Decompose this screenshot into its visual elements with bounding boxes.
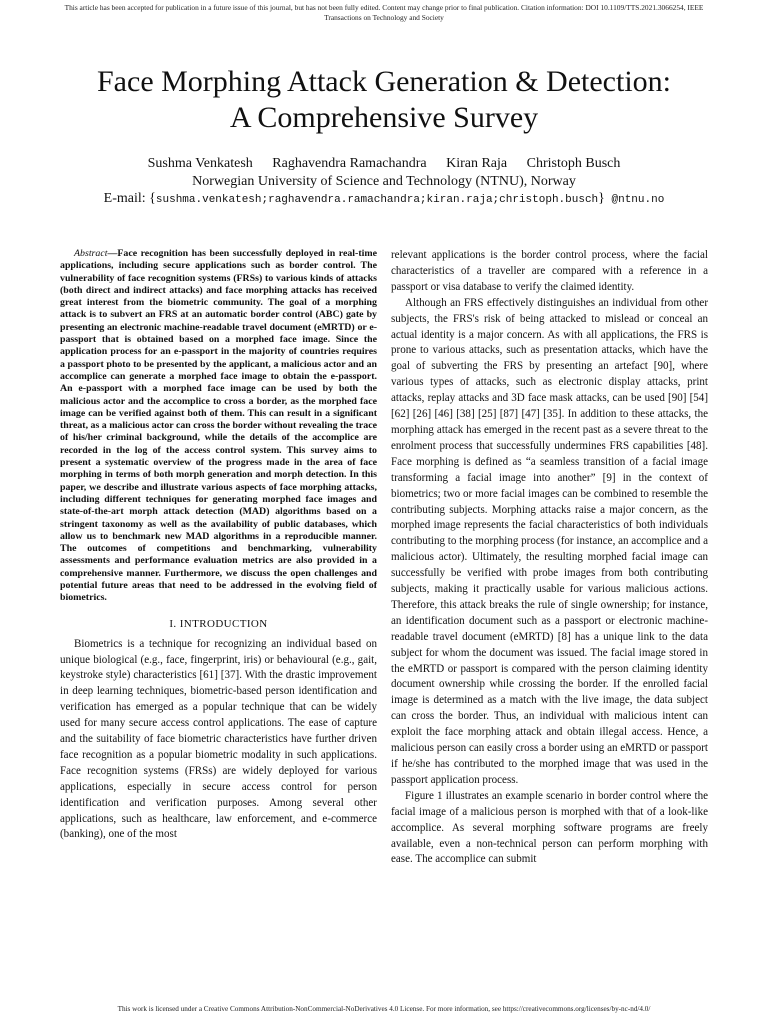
intro-paragraph-2: Although an FRS effectively distinguishes an individual from other subjects, the FRS's risk of being attacked to mislead or conceal an actual identity is a major concern. As with all applications, the FRS is prone to various attacks, such as presentation attacks, which have the goal of subverting the FRS by presenting an artefact [90], where various types of attacks, such as electronic display attacks, print attacks, replay attacks and 3D face mask attacks, can be used [90] [54] [62] [26] [46] [38] [25] [87] [47] [35]. In addition to these attacks, the morphing attack has emerged in the recent past as a severe threat to the enrolment process that successfully undermines FRS capabilities [48]. Face morphing is defined as “a seamless transition of a facial image transforming a facial image into another” [9] in the context of biometrics; two or more facial images can be combined to resemble the contributing subjects. Morphing attacks raise a major concern, as the morphed image represents the facial characteristics of both individuals contributing to the morphing process (for instance, an accomplice and a malicious actor). Ultimately, the resulting morphed facial image can successfully be verified with probe images from both contributing subjects, making it practically usable for various malicious actions. Therefore, this attack breaks the rule of single ownership; for instance, an identification document such as a passport or electronic machine-readable travel document (eMRTD) [8] has a unique link to the data subject for whom the document was issued. The facial image stored in the eMRTD or passport is compared with the person claiming identity document ownership while crossing the border. If the enrolled facial image is determined as a match with the live image, the data subject can cross the border. Thus, an individual with malicious intent can exploit the face morphing attack and obtain illegal access. Hence, a malicious person can easily cross a border using an eMRTD or passport if he/she has contributed to the morphed image that was used in the passport application process. — [391, 296, 708, 786]
abstract-lead: Abstract — [74, 248, 108, 259]
email-open-brace: { — [149, 191, 156, 206]
email-addresses: sushma.venkatesh;raghavendra.ramachandra;kiran.raja;christoph.busch — [155, 194, 599, 206]
affiliation: Norwegian University of Science and Technology (NTNU), Norway — [192, 174, 576, 189]
author-name: Raghavendra Ramachandra — [272, 156, 427, 171]
right-column — [391, 248, 708, 868]
email-domain: @ntnu.no — [604, 194, 665, 206]
abstract — [60, 248, 377, 605]
paper-title — [0, 64, 768, 136]
author-name: Christoph Busch — [526, 156, 621, 171]
paper-title-line2: A Comprehensive Survey — [229, 101, 539, 134]
intro-paragraph-3: Figure 1 illustrates an example scenario in border control where the facial image of a malicious person is morphed with that of a look-like accomplice. As several morphing software programs are freely available, even a non-technical person can perform morphing with ease. The accomplice can submit — [391, 789, 708, 866]
journal-notice-line2: Transactions on Technology and Society — [324, 13, 444, 22]
journal-notice — [0, 3, 768, 23]
email-label: E-mail: — [103, 191, 150, 206]
left-column — [60, 248, 377, 843]
license-notice: This work is licensed under a Creative Commons Attribution-NonCommercial-NoDerivatives 4.0 License. For more information, see https://creativecommons.org/licenses/by-nc-nd/4.0/ — [117, 1005, 651, 1013]
email-close-brace: } — [598, 191, 605, 206]
author-list — [0, 155, 768, 173]
abstract-text: —Face recognition has been successfully deployed in real-time applications, including secure applications such as border control. The vulnerability of face recognition systems (FRSs) to various kinds of attacks (both direct and indirect attacks) and face morphing attacks has received great interest from the biometric community. The goal of a morphing attack is to subvert an FRS at an automatic border control (ABC) gate by presenting an electronic machine-readable travel document (eMRTD) or e-passport that is obtained based on a morphed face image. Since the application process for an e-passport in the majority of countries requires a passport photo to be presented by the applicant, a malicious actor and an accomplice can generate a morphed face image to obtain the e-passport. An e-passport with a morphed face image can be used by both the malicious actor and the accomplice to cross a border, as the morphed face image can be verified against both of them. This can result in a significant threat, as a malicious actor can cross the border without revealing the trace of his/her criminal background, while the details of the accomplice are recorded in the log of the access control system. This survey aims to present a systematic overview of the progress made in the area of face morphing in terms of both morph generation and morph detection. In this paper, we describe and illustrate various aspects of face morphing attacks, including different techniques for generating morphed face images and state-of-the-art morph attack detection (MAD) algorithms based on a stringent taxonomy as well as the availability of public databases, which allow us to benchmark new MAD algorithms in a reproducible manner. The outcomes of competitions and benchmarking, vulnerability assessments and performance evaluation metrics are also provided in a comprehensive manner. Furthermore, we discuss the open challenges and potential future areas that need to be addressed in the evolving field of biometrics. — [60, 248, 377, 604]
intro-paragraph-1-continued: relevant applications is the border control process, where the facial characteristics of a traveller are compared with a reference in a passport or visa database to verify the claimed identity. — [391, 249, 708, 293]
paper-title-line1: Face Morphing Attack Generation & Detection: — [97, 65, 671, 98]
intro-paragraph-1: Biometrics is a technique for recognizing an individual based on unique biological (e.g., face, fingerprint, iris) or behavioural (e.g., gait, keystroke style) characteristics [61] [37]. With the drastic improvement in deep learning techniques, biometric-based person identification and verification has emerged as a popular technique that can be widely used for many secure access control applications. The ease of capture and the suitability of face biometric characteristics have further driven face recognition as a popular biometric modality in such applications. Face recognition systems (FRSs) are widely deployed for various applications, especially in secure access control for person identification and verification purposes. Among several other applications, such as healthcare, law enforcement, and e-commerce (banking), one of the most — [60, 637, 377, 841]
journal-notice-line1: This article has been accepted for publication in a future issue of this journal, but has not been fully edited. Content may change prior to final publication. Citation information: DOI 10.1109/TTS.2021.3066254, IEEE — [64, 3, 704, 12]
section-heading-introduction: I. INTRODUCTION — [169, 617, 268, 630]
author-name: Sushma Venkatesh — [147, 156, 253, 171]
author-name: Kiran Raja — [446, 156, 508, 171]
email-line — [0, 190, 768, 209]
